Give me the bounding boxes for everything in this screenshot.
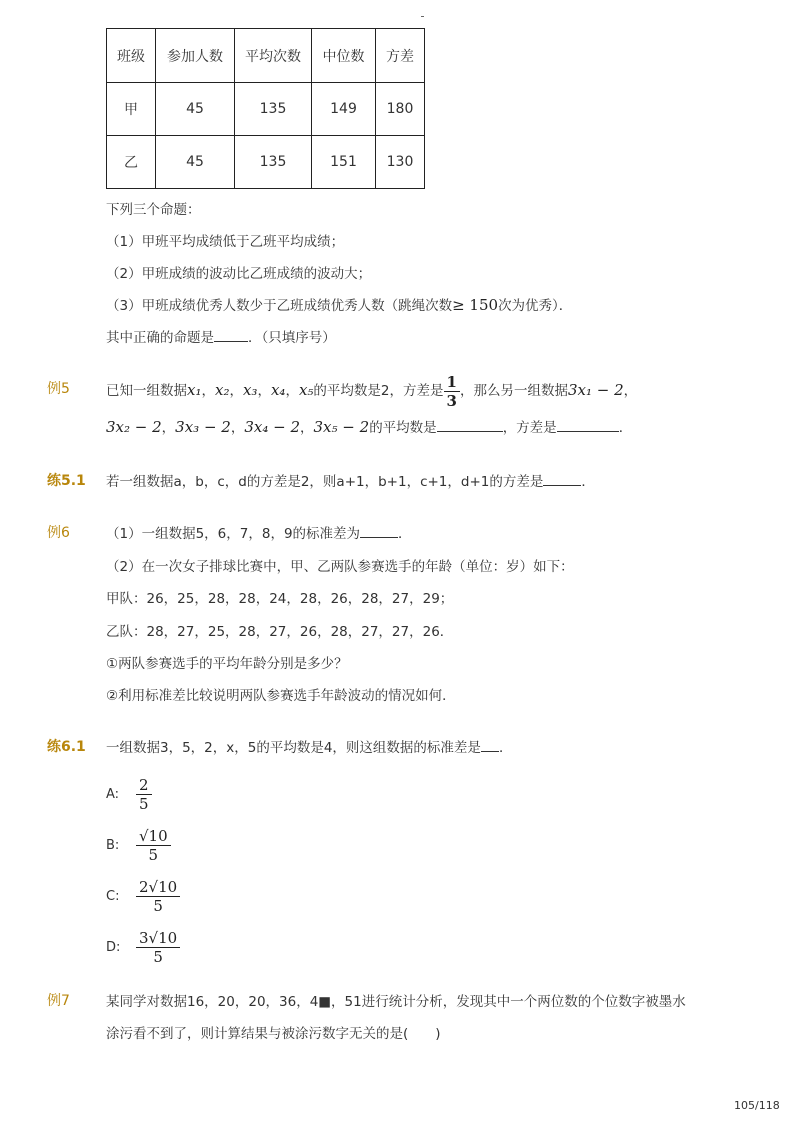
ex6-q1-text: （1）一组数据5，6，7，8，9的标准差为 (106, 526, 361, 542)
ex5-end: ． (618, 420, 633, 436)
var-x5: x₅ (298, 381, 314, 399)
option-coefficient: 2 (139, 878, 149, 896)
option-numerator (136, 929, 180, 947)
prev-statement-2: （2）甲班成绩的波动比乙班成绩的波动大； (106, 266, 372, 282)
table-cell: 180 (376, 83, 425, 136)
option-label: D: (106, 940, 121, 955)
practice-6-1-text (106, 736, 512, 756)
header-cell: 方差 (376, 29, 425, 83)
ex6-q1-end: ． (398, 526, 412, 542)
option-fraction (136, 827, 171, 864)
pr61-blank (481, 750, 499, 752)
sep: ， (300, 420, 314, 436)
ex6-q1-blank (360, 536, 398, 538)
prev-question-text: 其中正确的命题是 (106, 330, 214, 346)
top-mark (421, 16, 424, 17)
option-denominator: 5 (136, 794, 152, 813)
table-cell: 149 (312, 83, 376, 136)
expr-5: 3x₅ − 2 (313, 418, 370, 436)
var-x2: x₂ (214, 381, 230, 399)
var-x3: x₃ (242, 381, 258, 399)
ex6-team-b: 乙队：28，27，25，28，27，26，28，27，27，26． (106, 624, 454, 640)
table-cell: 151 (312, 136, 376, 189)
header-cell: 参加人数 (156, 29, 235, 83)
table-cell: 135 (235, 83, 312, 136)
option-fraction (136, 878, 180, 915)
ex5-text-d: 的平均数是 (369, 420, 437, 436)
pr61-question: 一组数据3，5，2，x，5的平均数是4，则这组数据的标准差是 (106, 740, 481, 756)
option-fraction (136, 929, 180, 966)
option-numerator: 2 (139, 776, 149, 794)
stats-table (106, 28, 425, 189)
answer-blank (214, 340, 248, 342)
option-label: C: (106, 889, 120, 904)
fraction-numerator: 1 (446, 372, 457, 391)
table-cell: 45 (156, 136, 235, 189)
example-7-label: 例7 (47, 993, 70, 1009)
header-cell: 平均次数 (235, 29, 312, 83)
pr51-blank (543, 484, 581, 486)
statement-3-text-b: 次为优秀）． (498, 298, 573, 314)
ex6-sub-1: ①两队参赛选手的平均年龄分别是多少？ (106, 656, 348, 672)
ex5-text-c: ，那么另一组数据 (459, 383, 568, 399)
table-cell: 甲 (107, 83, 156, 136)
option-label: A: (106, 787, 120, 802)
option-label: B: (106, 838, 120, 853)
ex6-sub-2: ②利用标准差比较说明两队参赛选手年龄波动的情况如何． (106, 688, 456, 704)
sep: ， (229, 383, 243, 399)
pr51-end: ． (581, 474, 595, 490)
table-cell: 130 (376, 136, 425, 189)
prev-question-end: ．（只填序号） (248, 330, 336, 346)
var-x4: x₄ (270, 381, 286, 399)
expr-1: 3x₁ − 2 (567, 381, 624, 399)
expr-3: 3x₃ − 2 (175, 418, 231, 436)
statement-3-text-a: （3）甲班成绩优秀人数少于乙班成绩优秀人数（跳绳次数 (106, 298, 453, 314)
ex6-team-a: 甲队：26，25，28，28，24，28，26，28，27，29； (106, 591, 454, 607)
example-5-label: 例5 (47, 381, 70, 397)
example-5-line-2 (106, 416, 632, 436)
sep: ， (285, 383, 299, 399)
option-radical: √10 (148, 929, 178, 947)
ex6-q1 (106, 522, 412, 542)
option-c[interactable] (106, 878, 180, 915)
prev-statement-3 (106, 294, 572, 314)
practice-5-1-label: 练5.1 (47, 473, 86, 489)
expr-4: 3x₄ − 2 (244, 418, 301, 436)
var-x1: x₁ (187, 381, 202, 399)
sep: ， (623, 383, 638, 399)
ex5-text-e: ，方差是 (502, 420, 557, 436)
variance-fraction (444, 373, 460, 410)
table-cell: 135 (235, 136, 312, 189)
table-cell: 45 (156, 83, 235, 136)
mean-blank (437, 430, 503, 432)
table-row (107, 83, 425, 136)
option-d[interactable] (106, 929, 180, 966)
option-denominator: 5 (136, 947, 180, 966)
practice-5-1-text (106, 470, 595, 490)
prev-question (106, 326, 336, 346)
fraction-denominator: 3 (444, 391, 460, 410)
expr-2: 3x₂ − 2 (106, 418, 162, 436)
prev-intro: 下列三个命题： (106, 202, 201, 218)
option-b[interactable] (106, 827, 171, 864)
option-coefficient: 3 (139, 929, 149, 947)
table-cell: 乙 (107, 136, 156, 189)
pr51-question: 若一组数据a，b，c，d的方差是2，则a+1，b+1，c+1，d+1的方差是 (106, 474, 544, 490)
option-radical: √10 (148, 878, 178, 896)
table-header-row (107, 29, 425, 83)
pr61-end: ． (498, 740, 513, 756)
sep: ， (161, 420, 176, 436)
example-6-label: 例6 (47, 525, 70, 541)
ex5-text-a: 已知一组数据 (106, 383, 187, 399)
sep: ， (201, 383, 215, 399)
option-numerator: √10 (139, 827, 168, 845)
ex7-line-2: 涂污看不到了，则计算结果与被涂污数字无关的是( ) (106, 1026, 441, 1042)
ex6-q2: （2）在一次女子排球比赛中，甲、乙两队参赛选手的年龄（单位：岁）如下： (106, 559, 574, 575)
page-number: 105/118 (734, 1099, 780, 1112)
ex7-line-1: 某同学对数据16，20，20，36，4■，51进行统计分析，发现其中一个两位数的个位数字被墨水 (106, 994, 686, 1010)
header-cell: 班级 (107, 29, 156, 83)
table-row (107, 136, 425, 189)
sep: ， (230, 420, 245, 436)
option-fraction (136, 776, 152, 813)
sep: ， (257, 383, 271, 399)
ex5-text-b: 的平均数是2，方差是 (313, 383, 444, 399)
option-denominator: 5 (136, 845, 171, 864)
variance-blank (557, 430, 619, 432)
statement-3-math: ≥ 150 (452, 296, 499, 314)
prev-statement-1: （1）甲班平均成绩低于乙班平均成绩； (106, 234, 345, 250)
example-5-line-1 (106, 370, 637, 411)
option-numerator (136, 878, 180, 896)
practice-6-1-label: 练6.1 (47, 739, 86, 755)
header-cell: 中位数 (312, 29, 376, 83)
option-denominator: 5 (136, 896, 180, 915)
option-a[interactable] (106, 776, 152, 813)
